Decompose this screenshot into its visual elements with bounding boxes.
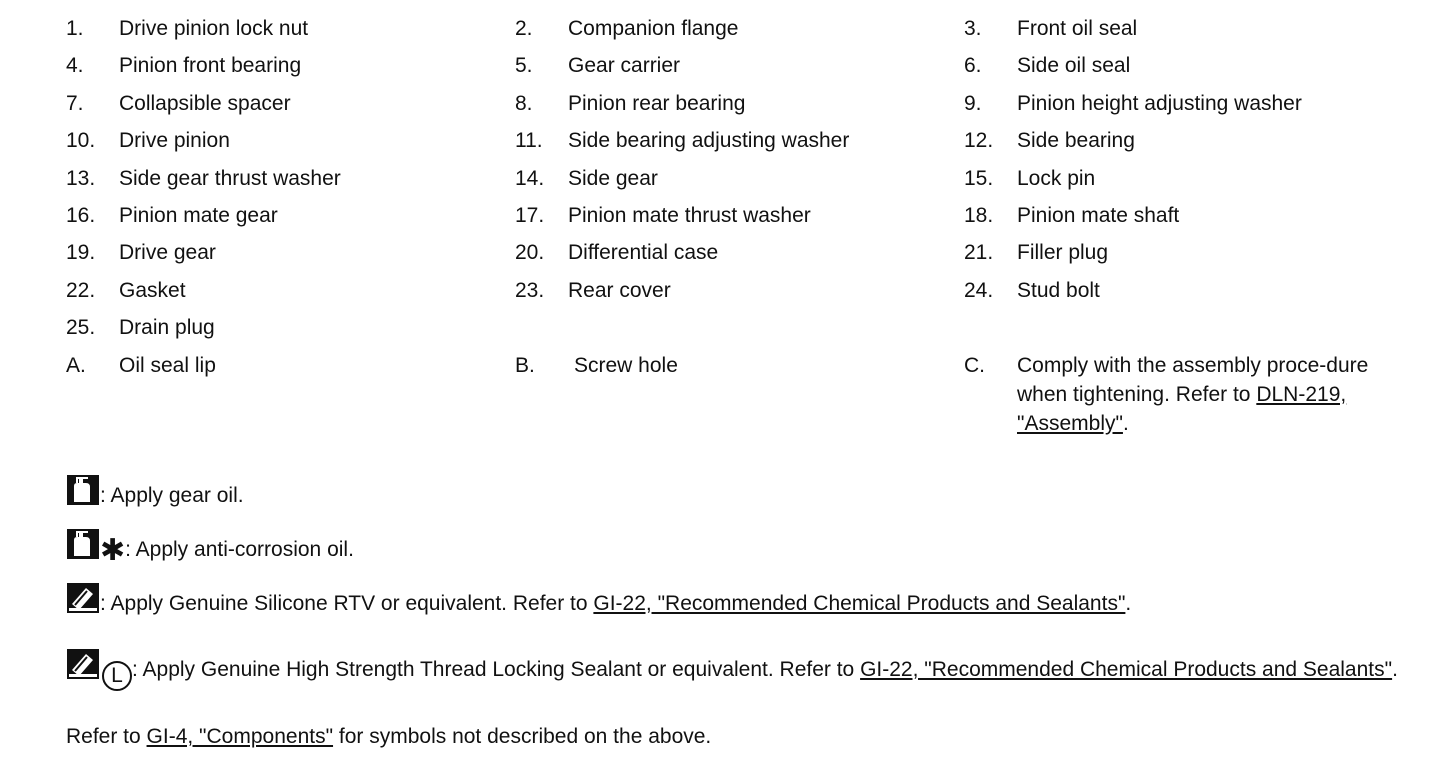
legend-text: : Apply Genuine High Strength Thread Locking Sealant or equivalent. Refer to — [132, 658, 861, 681]
item-label: Pinion mate shaft — [1017, 203, 1180, 227]
item-label: Side oil seal — [1017, 54, 1131, 78]
item-number: 20. — [515, 241, 545, 265]
item-label: Rear cover — [568, 278, 671, 302]
item-label: Pinion mate thrust washer — [568, 203, 811, 227]
item-label: Differential case — [568, 241, 719, 265]
item-number: 23. — [515, 278, 545, 302]
note-letter: B. — [515, 353, 535, 377]
list-item — [964, 276, 1413, 305]
parts-row — [66, 164, 1426, 201]
item-label: Gear carrier — [568, 54, 681, 78]
oil-can-icon — [66, 474, 100, 516]
note-letter: A. — [66, 353, 86, 377]
note-c — [964, 351, 1413, 438]
item-label: Stud bolt — [1017, 278, 1100, 302]
note-b — [515, 351, 964, 380]
list-item — [964, 201, 1413, 230]
list-item — [66, 89, 515, 118]
list-item — [964, 51, 1413, 80]
legend-anti-corrosion — [66, 528, 1406, 570]
list-item — [66, 14, 515, 43]
sealants-link[interactable]: GI-22, "Recommended Chemical Products and Sealants" — [593, 592, 1126, 615]
list-item — [515, 276, 964, 305]
list-item — [515, 164, 964, 193]
list-item — [964, 14, 1413, 43]
parts-row — [66, 313, 1426, 350]
item-number: 6. — [964, 54, 982, 78]
legend-text: : Apply gear oil. — [100, 484, 244, 507]
note-label — [1017, 351, 1407, 438]
item-number: 14. — [515, 166, 545, 190]
item-label: Front oil seal — [1017, 17, 1138, 40]
legend-silicone — [66, 582, 1406, 624]
item-label: Pinion front bearing — [119, 54, 302, 78]
refer-text: Refer to — [66, 725, 147, 748]
item-number: 17. — [515, 203, 545, 227]
item-number: 12. — [964, 129, 994, 153]
item-label: Side gear — [568, 166, 658, 190]
circle-l-icon — [102, 661, 132, 691]
item-number: 10. — [66, 129, 96, 153]
parts-row — [66, 276, 1426, 313]
legend-end: . — [1392, 658, 1398, 681]
item-label: Drive pinion lock nut — [119, 17, 309, 40]
item-label: Drive pinion — [119, 129, 230, 153]
asterisk-icon: ✱ — [100, 534, 126, 567]
parts-row — [66, 238, 1426, 275]
item-label: Drive gear — [119, 241, 216, 265]
sealant-tube-icon — [66, 582, 100, 624]
legend-gear-oil — [66, 474, 1406, 516]
legend-refer — [66, 720, 1406, 753]
legend-end: . — [1125, 592, 1132, 615]
item-number: 25. — [66, 316, 96, 340]
item-number: 15. — [964, 166, 994, 190]
note-a — [66, 351, 515, 380]
item-number: 1. — [66, 17, 84, 40]
list-item — [964, 164, 1413, 193]
circle-l-letter: L — [111, 664, 123, 687]
item-label: Side gear thrust washer — [119, 166, 341, 190]
legend-text: : Apply anti-corrosion oil. — [125, 538, 354, 561]
list-item — [515, 126, 964, 155]
item-number: 4. — [66, 54, 84, 78]
list-item — [66, 51, 515, 80]
list-item — [515, 89, 964, 118]
list-item — [515, 14, 964, 43]
parts-row — [66, 126, 1426, 163]
item-label: Lock pin — [1017, 166, 1096, 190]
assembly-link[interactable]: DLN-219, "Assembly" — [1017, 382, 1347, 435]
item-number: 22. — [66, 278, 96, 302]
note-label: Oil seal lip — [119, 353, 216, 377]
locking-sealant-icon — [66, 648, 100, 690]
list-item — [66, 313, 515, 342]
item-label: Drain plug — [119, 316, 215, 340]
list-item — [964, 238, 1413, 267]
list-item — [964, 126, 1413, 155]
item-label: Side bearing adjusting washer — [568, 129, 850, 153]
note-text: Comply with the assembly proce-dure when tightening. Refer to — [1017, 353, 1369, 406]
item-number: 18. — [964, 203, 994, 227]
item-label: Pinion height adjusting washer — [1017, 91, 1302, 115]
legend-text: : Apply Genuine Silicone RTV or equivalent. Refer to — [100, 592, 594, 615]
list-item — [515, 201, 964, 230]
item-number: 24. — [964, 278, 994, 302]
oil-can-icon — [66, 528, 100, 570]
item-label: Collapsible spacer — [119, 91, 291, 115]
item-number: 21. — [964, 241, 994, 265]
item-label: Pinion rear bearing — [568, 91, 746, 115]
item-number: 16. — [66, 203, 96, 227]
list-item — [66, 164, 515, 193]
item-number: 5. — [515, 54, 533, 78]
item-number: 2. — [515, 17, 533, 40]
refer-end: for symbols not described on the above. — [333, 725, 712, 748]
item-number: 11. — [515, 129, 543, 153]
components-link[interactable]: GI-4, "Components" — [146, 725, 334, 748]
list-item — [964, 89, 1413, 118]
parts-list — [66, 14, 1426, 461]
parts-row — [66, 51, 1426, 88]
list-item — [66, 126, 515, 155]
parts-row — [66, 14, 1426, 51]
list-item — [66, 238, 515, 267]
item-number: 3. — [964, 17, 982, 40]
list-item — [515, 238, 964, 267]
item-number: 9. — [964, 91, 982, 115]
parts-row — [66, 89, 1426, 126]
item-label: Filler plug — [1017, 241, 1109, 265]
item-number: 8. — [515, 91, 533, 115]
notes-row — [66, 351, 1426, 461]
note-letter: C. — [964, 353, 985, 377]
list-item — [66, 201, 515, 230]
item-label: Companion flange — [568, 17, 739, 40]
item-number: 7. — [66, 91, 84, 115]
sealants-link-2[interactable]: GI-22, "Recommended Chemical Products and Sealants" — [860, 658, 1393, 681]
note-end: . — [1122, 411, 1129, 435]
parts-row — [66, 201, 1426, 238]
list-item — [515, 51, 964, 80]
note-label: Screw hole — [574, 353, 678, 377]
list-item — [66, 276, 515, 305]
item-number: 13. — [66, 166, 96, 190]
legend-thread-locking — [66, 648, 1406, 691]
item-label: Pinion mate gear — [119, 203, 278, 227]
item-number: 19. — [66, 241, 96, 265]
item-label: Gasket — [119, 278, 186, 302]
item-label: Side bearing — [1017, 129, 1135, 153]
